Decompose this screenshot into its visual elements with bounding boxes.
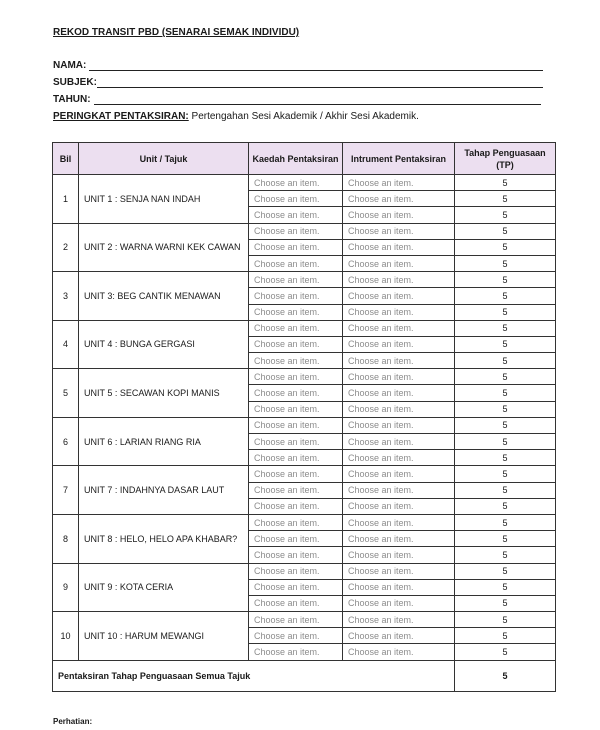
table-row [53, 272, 556, 288]
kaedah-dropdown[interactable]: Choose an item. [249, 450, 343, 466]
assessment-level [53, 111, 419, 122]
kaedah-dropdown[interactable]: Choose an item. [249, 320, 343, 336]
tp-value: 5 [455, 369, 556, 385]
table-row [53, 417, 556, 433]
tp-value: 5 [455, 417, 556, 433]
instrument-dropdown[interactable]: Choose an item. [343, 207, 455, 223]
tp-value: 5 [455, 482, 556, 498]
total-row [53, 660, 556, 691]
tp-value: 5 [455, 239, 556, 255]
unit-title: UNIT 3: BEG CANTIK MENAWAN [79, 272, 249, 321]
instrument-dropdown[interactable]: Choose an item. [343, 336, 455, 352]
instrument-dropdown[interactable]: Choose an item. [343, 191, 455, 207]
instrument-dropdown[interactable]: Choose an item. [343, 498, 455, 514]
tp-value: 5 [455, 223, 556, 239]
header-bil: Bil [53, 143, 79, 175]
kaedah-dropdown[interactable]: Choose an item. [249, 255, 343, 271]
instrument-dropdown[interactable]: Choose an item. [343, 320, 455, 336]
kaedah-dropdown[interactable]: Choose an item. [249, 304, 343, 320]
row-number: 1 [53, 175, 79, 224]
kaedah-dropdown[interactable]: Choose an item. [249, 401, 343, 417]
kaedah-dropdown[interactable]: Choose an item. [249, 612, 343, 628]
kaedah-dropdown[interactable]: Choose an item. [249, 223, 343, 239]
tp-value: 5 [455, 304, 556, 320]
kaedah-dropdown[interactable]: Choose an item. [249, 272, 343, 288]
assessment-value: Pertengahan Sesi Akademik / Akhir Sesi Akademik. [188, 111, 419, 122]
row-number: 8 [53, 514, 79, 563]
tahun-label: TAHUN: [53, 94, 91, 105]
kaedah-dropdown[interactable]: Choose an item. [249, 514, 343, 530]
tp-value: 5 [455, 644, 556, 660]
subjek-field[interactable] [53, 77, 543, 89]
kaedah-dropdown[interactable]: Choose an item. [249, 385, 343, 401]
unit-title: UNIT 2 : WARNA WARNI KEK CAWAN [79, 223, 249, 272]
instrument-dropdown[interactable]: Choose an item. [343, 579, 455, 595]
instrument-dropdown[interactable]: Choose an item. [343, 514, 455, 530]
unit-title: UNIT 5 : SECAWAN KOPI MANIS [79, 369, 249, 418]
table-row [53, 466, 556, 482]
table-body [53, 175, 556, 692]
instrument-dropdown[interactable]: Choose an item. [343, 385, 455, 401]
nama-field[interactable] [53, 60, 543, 72]
row-number: 5 [53, 369, 79, 418]
tp-value: 5 [455, 336, 556, 352]
tp-value: 5 [455, 628, 556, 644]
instrument-dropdown[interactable]: Choose an item. [343, 272, 455, 288]
instrument-dropdown[interactable]: Choose an item. [343, 531, 455, 547]
kaedah-dropdown[interactable]: Choose an item. [249, 353, 343, 369]
tp-value: 5 [455, 579, 556, 595]
header-tahap: Tahap Penguasaan (TP) [455, 143, 556, 175]
instrument-dropdown[interactable]: Choose an item. [343, 175, 455, 191]
instrument-dropdown[interactable]: Choose an item. [343, 547, 455, 563]
table-row [53, 175, 556, 191]
unit-title: UNIT 9 : KOTA CERIA [79, 563, 249, 612]
tp-value: 5 [455, 531, 556, 547]
table-row [53, 514, 556, 530]
table-row [53, 320, 556, 336]
table-header-row [53, 143, 556, 175]
instrument-dropdown[interactable]: Choose an item. [343, 304, 455, 320]
kaedah-dropdown[interactable]: Choose an item. [249, 207, 343, 223]
instrument-dropdown[interactable]: Choose an item. [343, 401, 455, 417]
tahun-line [94, 104, 541, 105]
tp-value: 5 [455, 434, 556, 450]
tp-value: 5 [455, 385, 556, 401]
total-label: Pentaksiran Tahap Penguasaan Semua Tajuk [53, 660, 455, 691]
instrument-dropdown[interactable]: Choose an item. [343, 450, 455, 466]
document-title: REKOD TRANSIT PBD (SENARAI SEMAK INDIVIDU) [53, 27, 300, 38]
instrument-dropdown[interactable]: Choose an item. [343, 239, 455, 255]
tp-value: 5 [455, 288, 556, 304]
instrument-dropdown[interactable]: Choose an item. [343, 369, 455, 385]
tp-value: 5 [455, 255, 556, 271]
tp-value: 5 [455, 563, 556, 579]
subjek-line [97, 87, 543, 88]
kaedah-dropdown[interactable]: Choose an item. [249, 628, 343, 644]
kaedah-dropdown[interactable]: Choose an item. [249, 239, 343, 255]
tp-value: 5 [455, 612, 556, 628]
tp-value: 5 [455, 191, 556, 207]
instrument-dropdown[interactable]: Choose an item. [343, 466, 455, 482]
table-row [53, 223, 556, 239]
instrument-dropdown[interactable]: Choose an item. [343, 628, 455, 644]
kaedah-dropdown[interactable]: Choose an item. [249, 336, 343, 352]
tp-value: 5 [455, 401, 556, 417]
header-unit: Unit / Tajuk [79, 143, 249, 175]
table-row [53, 563, 556, 579]
tp-value: 5 [455, 466, 556, 482]
tp-value: 5 [455, 514, 556, 530]
kaedah-dropdown[interactable]: Choose an item. [249, 434, 343, 450]
instrument-dropdown[interactable]: Choose an item. [343, 353, 455, 369]
instrument-dropdown[interactable]: Choose an item. [343, 595, 455, 611]
subjek-label: SUBJEK: [53, 77, 97, 88]
instrument-dropdown[interactable]: Choose an item. [343, 223, 455, 239]
kaedah-dropdown[interactable]: Choose an item. [249, 579, 343, 595]
kaedah-dropdown[interactable]: Choose an item. [249, 175, 343, 191]
instrument-dropdown[interactable]: Choose an item. [343, 288, 455, 304]
kaedah-dropdown[interactable]: Choose an item. [249, 644, 343, 660]
tahun-field[interactable] [53, 94, 541, 106]
row-number: 4 [53, 320, 79, 369]
unit-title: UNIT 4 : BUNGA GERGASI [79, 320, 249, 369]
row-number: 7 [53, 466, 79, 515]
note-label: Perhatian: [53, 717, 93, 726]
row-number: 6 [53, 417, 79, 466]
instrument-dropdown[interactable]: Choose an item. [343, 255, 455, 271]
instrument-dropdown[interactable]: Choose an item. [343, 612, 455, 628]
tp-value: 5 [455, 207, 556, 223]
kaedah-dropdown[interactable]: Choose an item. [249, 498, 343, 514]
kaedah-dropdown[interactable]: Choose an item. [249, 191, 343, 207]
unit-title: UNIT 6 : LARIAN RIANG RIA [79, 417, 249, 466]
instrument-dropdown[interactable]: Choose an item. [343, 563, 455, 579]
tp-value: 5 [455, 320, 556, 336]
checklist-table [52, 142, 556, 692]
header-instrument: Intrument Pentaksiran [343, 143, 455, 175]
unit-title: UNIT 1 : SENJA NAN INDAH [79, 175, 249, 224]
row-number: 2 [53, 223, 79, 272]
instrument-dropdown[interactable]: Choose an item. [343, 644, 455, 660]
kaedah-dropdown[interactable]: Choose an item. [249, 531, 343, 547]
instrument-dropdown[interactable]: Choose an item. [343, 482, 455, 498]
instrument-dropdown[interactable]: Choose an item. [343, 434, 455, 450]
tp-value: 5 [455, 547, 556, 563]
kaedah-dropdown[interactable]: Choose an item. [249, 482, 343, 498]
table-row [53, 369, 556, 385]
tp-value: 5 [455, 498, 556, 514]
nama-line [89, 70, 543, 71]
tp-value: 5 [455, 595, 556, 611]
total-value: 5 [455, 660, 556, 691]
tp-value: 5 [455, 175, 556, 191]
header-kaedah: Kaedah Pentaksiran [249, 143, 343, 175]
kaedah-dropdown[interactable]: Choose an item. [249, 288, 343, 304]
assessment-label: PERINGKAT PENTAKSIRAN: [53, 111, 189, 122]
row-number: 3 [53, 272, 79, 321]
kaedah-dropdown[interactable]: Choose an item. [249, 563, 343, 579]
tp-value: 5 [455, 450, 556, 466]
unit-title: UNIT 10 : HARUM MEWANGI [79, 612, 249, 661]
unit-title: UNIT 8 : HELO, HELO APA KHABAR? [79, 514, 249, 563]
tp-value: 5 [455, 272, 556, 288]
nama-label: NAMA: [53, 60, 87, 71]
kaedah-dropdown[interactable]: Choose an item. [249, 595, 343, 611]
tp-value: 5 [455, 353, 556, 369]
kaedah-dropdown[interactable]: Choose an item. [249, 547, 343, 563]
unit-title: UNIT 7 : INDAHNYA DASAR LAUT [79, 466, 249, 515]
kaedah-dropdown[interactable]: Choose an item. [249, 466, 343, 482]
kaedah-dropdown[interactable]: Choose an item. [249, 417, 343, 433]
kaedah-dropdown[interactable]: Choose an item. [249, 369, 343, 385]
row-number: 9 [53, 563, 79, 612]
table-row [53, 612, 556, 628]
instrument-dropdown[interactable]: Choose an item. [343, 417, 455, 433]
row-number: 10 [53, 612, 79, 661]
